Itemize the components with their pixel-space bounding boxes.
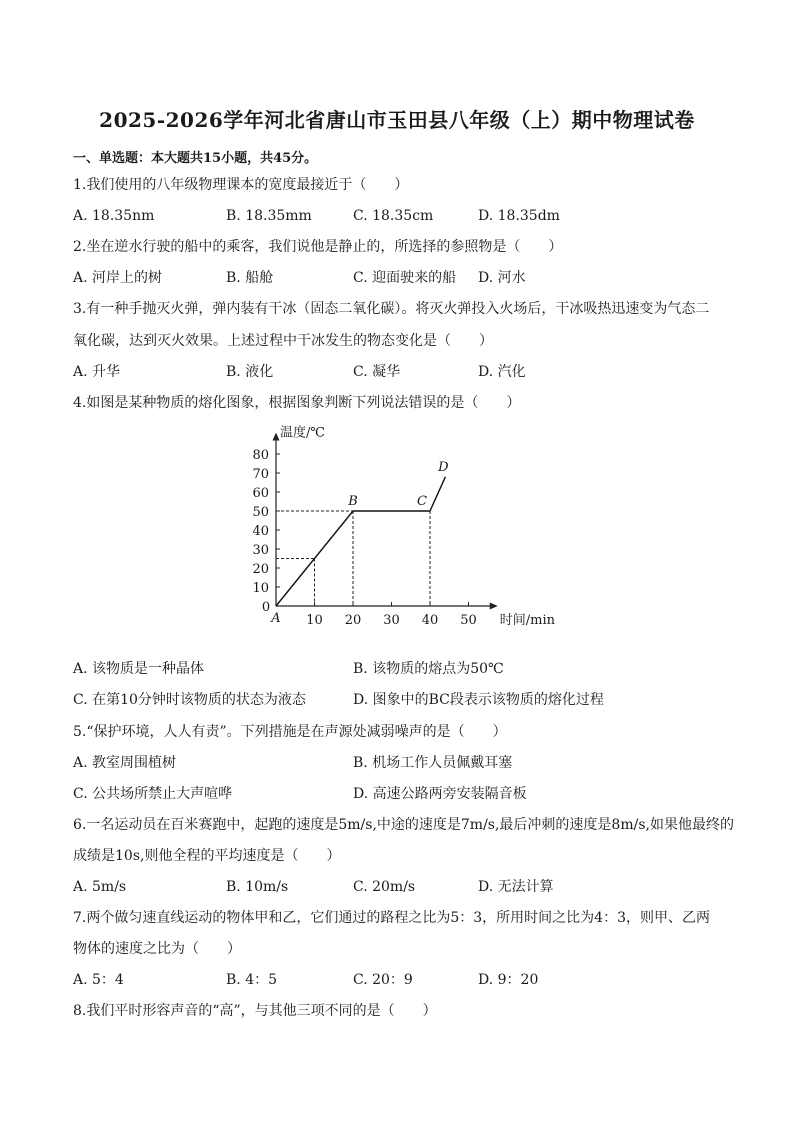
y-tick-label: 30 <box>252 543 269 558</box>
question-3-stem-line2: 氧化碳，达到灭火效果。上述过程中干冰发生的物态变化是（ ） <box>73 333 493 349</box>
q1-option-a: A. 18.35nm <box>73 208 155 224</box>
q7-option-a: A. 5：4 <box>73 972 124 988</box>
q4-option-b: B. 该物质的熔点为50℃ <box>353 661 504 677</box>
y-axis-arrow <box>273 433 280 441</box>
q5-option-c: C. 公共场所禁止大声喧哗 <box>73 786 233 802</box>
section-heading: 一、单选题：本大题共15小题，共45分。 <box>73 151 318 166</box>
q2-option-a: A. 河岸上的树 <box>73 270 163 286</box>
point-label-d: D <box>438 459 449 475</box>
y-tick-label: 20 <box>252 562 269 577</box>
point-label-a: A <box>271 611 281 626</box>
q3-option-b: B. 液化 <box>226 364 274 380</box>
q4-option-d: D. 图象中的BC段表示该物质的熔化过程 <box>353 692 604 708</box>
y-tick-label: 60 <box>252 486 269 501</box>
y-tick-label: 80 <box>252 448 269 463</box>
q6-option-c: C. 20m/s <box>353 879 416 895</box>
q3-option-d: D. 汽化 <box>478 364 526 380</box>
q2-option-d: D. 河水 <box>478 270 526 286</box>
melting-chart <box>246 418 556 630</box>
q2-option-b: B. 船舱 <box>226 270 274 286</box>
question-1-stem: 1.我们使用的八年级物理课本的宽度最接近于（ ） <box>73 177 409 193</box>
question-7-stem-line2: 物体的速度之比为（ ） <box>73 941 241 957</box>
point-label-b: B <box>348 494 358 509</box>
q6-option-a: A. 5m/s <box>73 879 127 895</box>
x-tick-label: 50 <box>460 613 477 628</box>
question-6-stem-line2: 成绩是10s,则他全程的平均速度是（ ） <box>73 848 341 864</box>
q5-option-a: A. 教室周围植树 <box>73 755 177 771</box>
q2-option-c: C. 迎面驶来的船 <box>353 270 457 286</box>
y-tick-label: 70 <box>252 467 269 482</box>
q6-option-d: D. 无法计算 <box>478 879 554 895</box>
y-tick-label: 40 <box>252 524 269 539</box>
y-axis-label: 温度/℃ <box>280 425 325 441</box>
x-tick-label: 30 <box>383 613 400 628</box>
question-6-stem-line1: 6.一名运动员在百米赛跑中，起跑的速度是5m/s,中途的速度是7m/s,最后冲刺的速度是8m/s,如果他最终的 <box>73 817 734 833</box>
q7-option-c: C. 20：9 <box>353 972 413 988</box>
q4-option-c: C. 在第10分钟时该物质的状态为液态 <box>73 692 306 708</box>
y-tick-label: 10 <box>252 581 269 596</box>
q5-option-d: D. 高速公路两旁安装隔音板 <box>353 786 527 802</box>
exam-title: 2025-2026学年河北省唐山市玉田县八年级（上）期中物理试卷 <box>99 108 695 132</box>
q5-option-b: B. 机场工作人员佩戴耳塞 <box>353 755 513 771</box>
q1-option-c: C. 18.35cm <box>353 208 434 224</box>
question-2-stem: 2.坐在逆水行驶的船中的乘客，我们说他是静止的，所选择的参照物是（ ） <box>73 239 563 255</box>
x-axis-arrow <box>490 603 498 610</box>
q3-option-c: C. 凝华 <box>353 364 401 380</box>
q1-option-d: D. 18.35dm <box>478 208 560 224</box>
q4-option-a: A. 该物质是一种晶体 <box>73 661 205 677</box>
question-5-stem: 5.“保护环境，人人有责”。下列措施是在声源处减弱噪声的是（ ） <box>73 724 507 740</box>
q3-option-a: A. 升华 <box>73 364 121 380</box>
origin-label: 0 <box>261 600 271 615</box>
q6-option-b: B. 10m/s <box>226 879 289 895</box>
x-tick-label: 10 <box>306 613 323 628</box>
question-4-stem: 4.如图是某种物质的熔化图象，根据图象判断下列说法错误的是（ ） <box>73 395 521 411</box>
question-8-stem: 8.我们平时形容声音的“高”，与其他三项不同的是（ ） <box>73 1003 437 1019</box>
q7-option-d: D. 9：20 <box>478 972 539 988</box>
y-tick-label: 50 <box>252 505 269 520</box>
question-3-stem-line1: 3.有一种手抛灭火弹，弹内装有干冰（固态二氧化碳）。将灭火弹投入火场后，干冰吸热迅速变为气态二 <box>73 301 710 317</box>
point-label-c: C <box>417 494 427 509</box>
x-tick-label: 40 <box>421 613 439 628</box>
x-axis-label: 时间/min <box>499 613 555 628</box>
x-tick-label: 20 <box>344 613 362 628</box>
q7-option-b: B. 4：5 <box>226 972 278 988</box>
question-7-stem-line1: 7.两个做匀速直线运动的物体甲和乙，它们通过的路程之比为5：3，所用时间之比为4：3，则甲、乙两 <box>73 910 710 926</box>
q1-option-b: B. 18.35mm <box>226 208 312 224</box>
